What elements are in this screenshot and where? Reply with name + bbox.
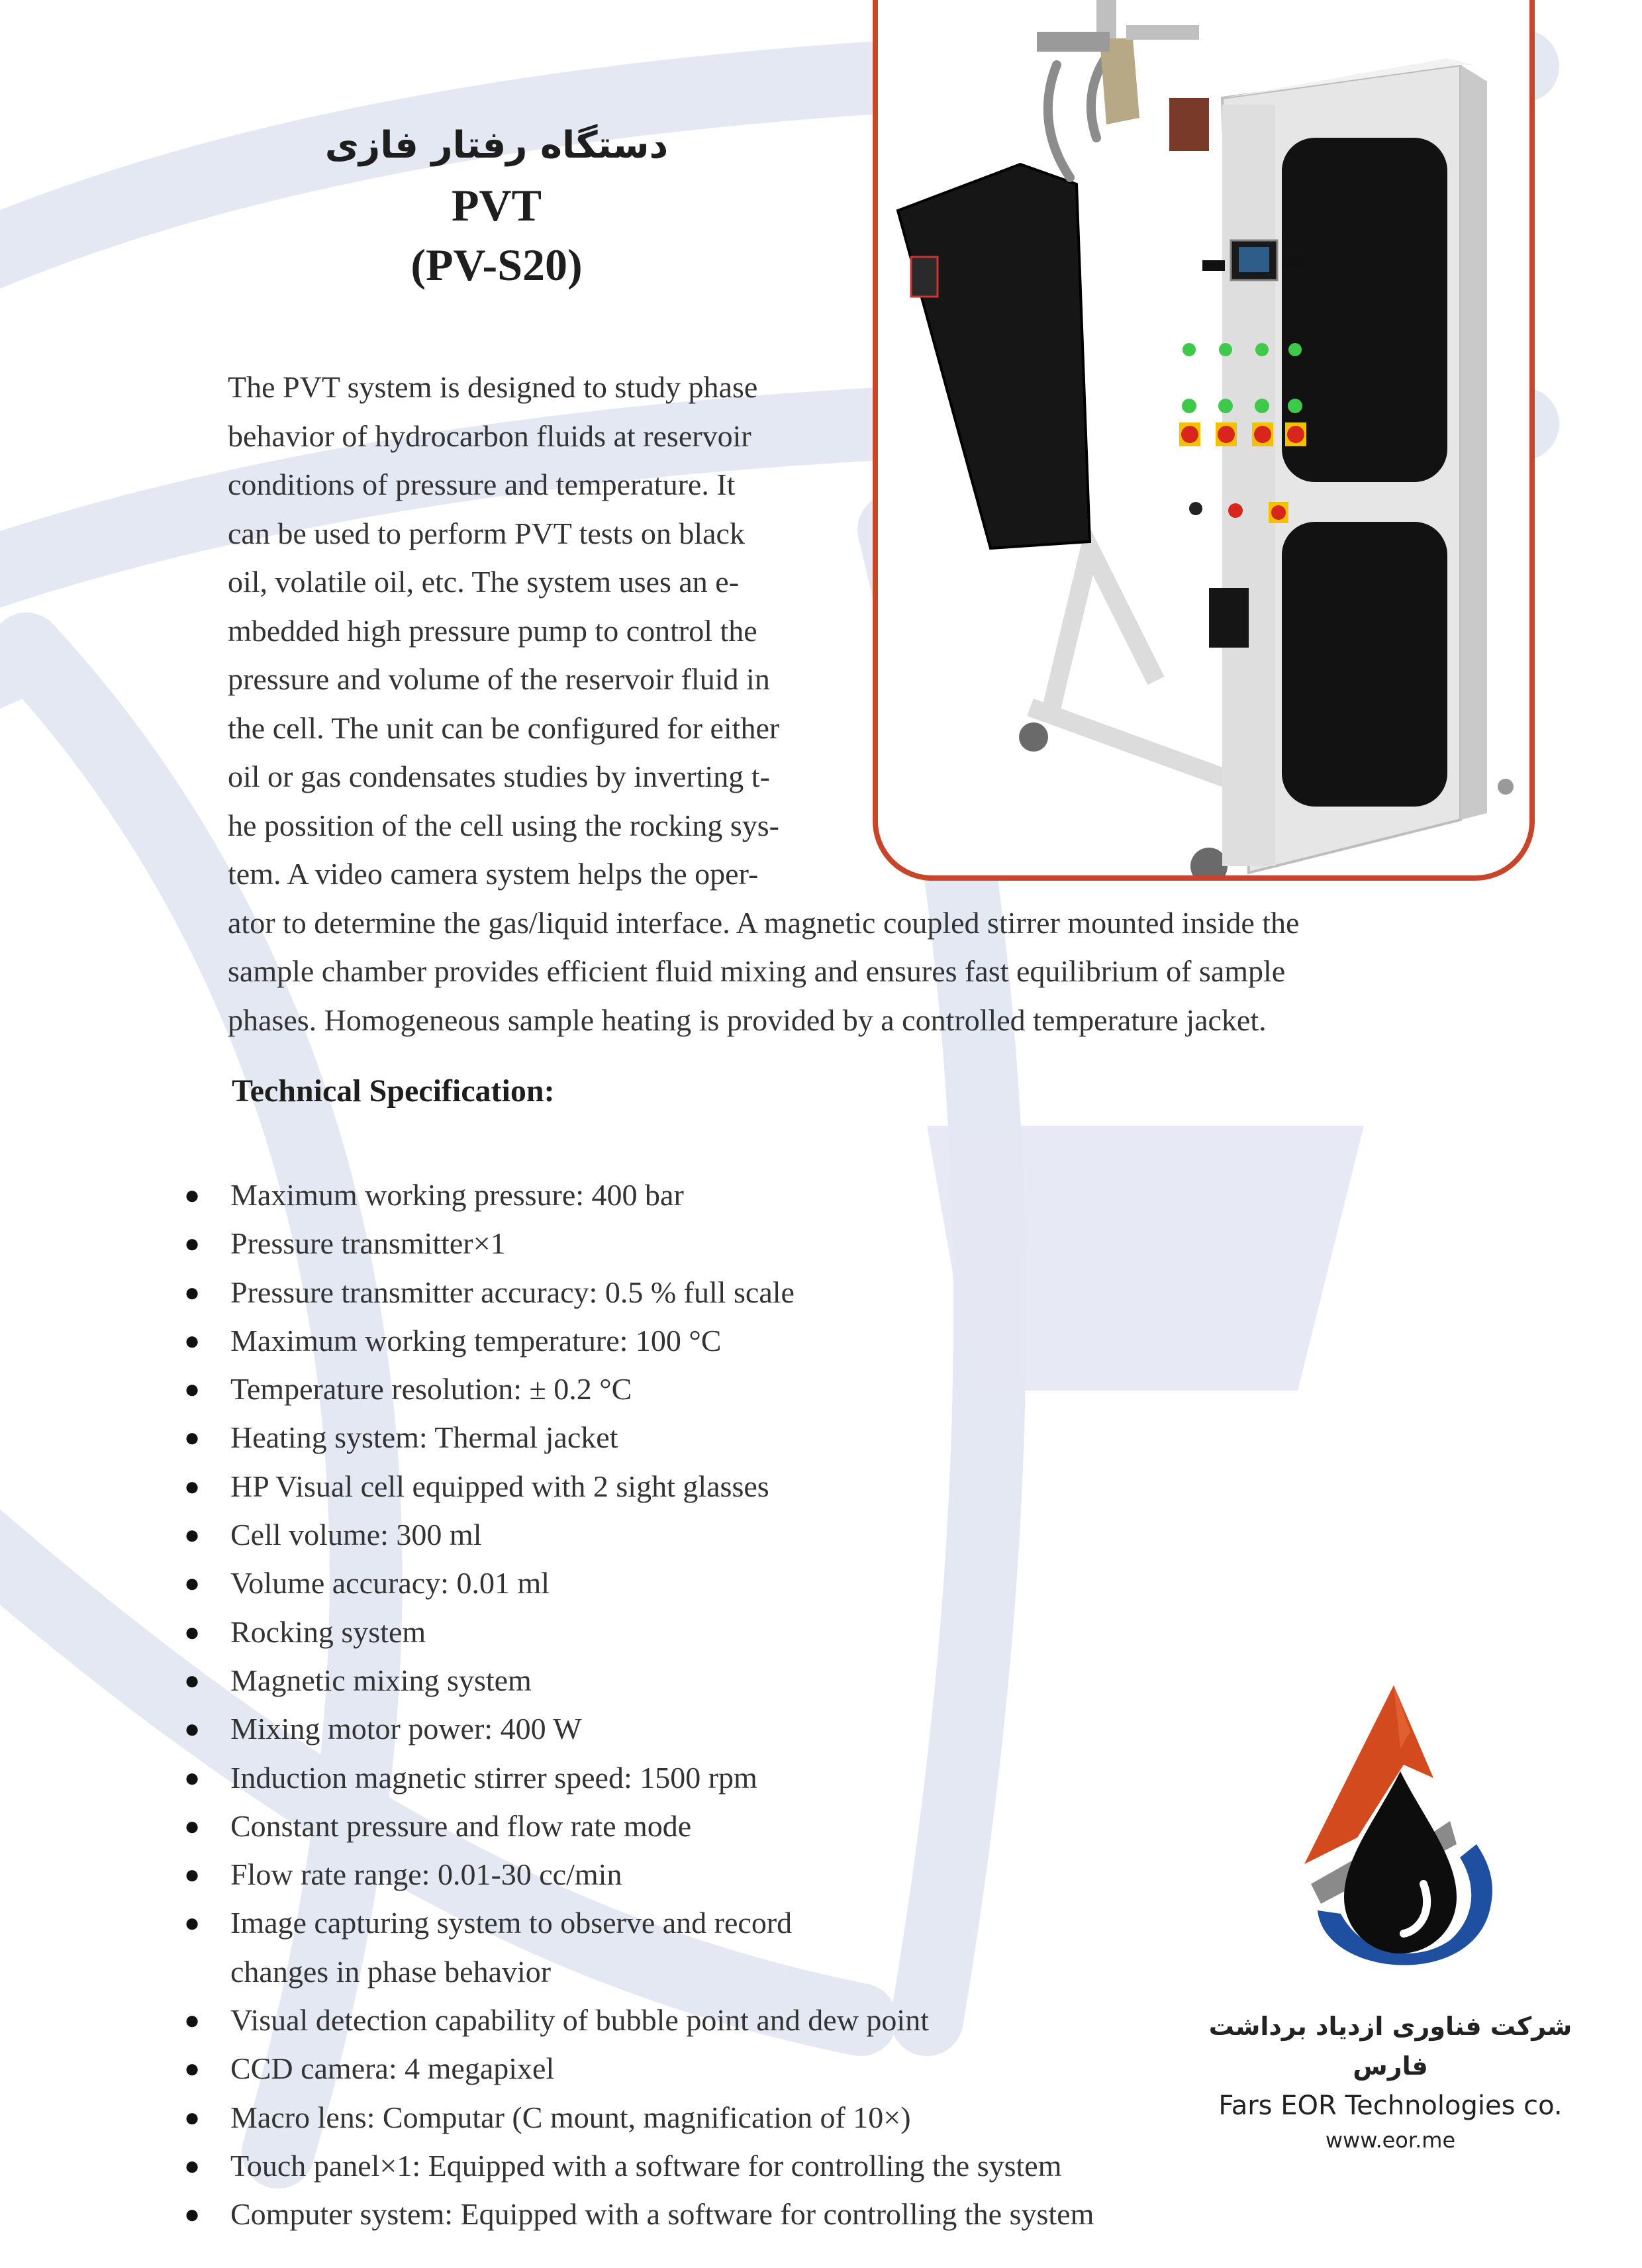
spec-text: Maximum working temperature: 100 °C <box>230 1323 722 1357</box>
spec-text: Pressure transmitter accuracy: 0.5 % full scale <box>230 1275 795 1309</box>
bullet-icon: ● <box>184 1810 201 1841</box>
bullet-icon: ● <box>184 2053 201 2084</box>
spec-item <box>179 1171 1304 1219</box>
description-line: The PVT system is designed to study phase <box>228 370 758 404</box>
description-line: the cell. The unit can be configured for either <box>228 711 780 745</box>
description-line: conditions of pressure and temperature. It <box>228 468 736 501</box>
spec-text: Rocking system <box>230 1614 426 1649</box>
bullet-icon: ● <box>184 1665 201 1695</box>
spec-text: Induction magnetic stirrer speed: 1500 rpm <box>230 1760 757 1795</box>
spec-item <box>179 1704 1304 1753</box>
bullet-icon: ● <box>184 1277 201 1307</box>
description-line: can be used to perform PVT tests on black <box>228 516 745 550</box>
spec-text: Computer system: Equipped with a software for controlling the system <box>230 2197 1094 2232</box>
spec-item <box>179 1268 1304 1316</box>
spec-text: HP Visual cell equipped with 2 sight glasses <box>230 1469 769 1503</box>
description-line: tem. A video camera system helps the oper- <box>228 857 759 891</box>
spec-text: CCD camera: 4 megapixel <box>230 2051 555 2086</box>
description-line: oil, volatile oil, etc. The system uses an e- <box>228 565 740 599</box>
spec-item <box>179 1656 1304 1704</box>
description-line: phases. Homogeneous sample heating is provided by a controlled temperature jacket. <box>228 1003 1267 1037</box>
bullet-icon: ● <box>184 1422 201 1453</box>
bullet-icon: ● <box>184 2102 201 2132</box>
spec-item <box>179 1850 1304 1898</box>
bullet-icon: ● <box>184 1616 201 1647</box>
spec-text-continued: changes in phase behavior <box>230 1954 552 1989</box>
spec-item <box>179 1413 1304 1461</box>
bullet-icon: ● <box>184 2005 201 2036</box>
spec-list <box>179 1171 1304 2239</box>
bullet-icon: ● <box>184 1180 201 1210</box>
spec-text: Pressure transmitter×1 <box>230 1226 506 1261</box>
spec-item <box>179 1316 1304 1365</box>
title-persian: دستگاه رفتار فازی <box>324 124 669 167</box>
spec-item <box>179 1219 1304 1267</box>
spec-text: Image capturing system to observe and record <box>230 1906 793 1940</box>
description-line: behavior of hydrocarbon fluids at reservoir <box>228 419 751 453</box>
spec-text: Temperature resolution: ± 0.2 °C <box>230 1372 632 1406</box>
spec-text: Volume accuracy: 0.01 ml <box>230 1566 550 1601</box>
description-line: sample chamber provides efficient fluid mixing and ensures fast equilibrium of sample <box>228 954 1286 988</box>
description-line: oil or gas condensates studies by inverting t- <box>228 760 770 793</box>
bullet-icon: ● <box>184 1859 201 1890</box>
title-model: PVT <box>452 180 542 230</box>
spec-item <box>179 1753 1304 1802</box>
bullet-icon: ● <box>184 1471 201 1501</box>
bullet-icon: ● <box>184 2150 201 2181</box>
description-paragraph <box>228 363 1525 1044</box>
spec-text: Heating system: Thermal jacket <box>230 1420 618 1455</box>
spec-item <box>179 2190 1304 2238</box>
description-line: he possition of the cell using the rocking sys- <box>228 808 779 842</box>
spec-text: Constant pressure and flow rate mode <box>230 1808 692 1843</box>
bullet-icon: ● <box>184 1762 201 1793</box>
description-line: mbedded high pressure pump to control the <box>228 613 757 648</box>
spec-item <box>179 2093 1304 2142</box>
spec-item <box>179 1559 1304 1607</box>
spec-text: Magnetic mixing system <box>230 1663 532 1697</box>
spec-item <box>179 1462 1304 1510</box>
spec-text: Cell volume: 300 ml <box>230 1518 482 1552</box>
spec-item <box>179 2044 1304 2093</box>
title-code: (PV-S20) <box>410 240 583 290</box>
spec-item <box>179 2142 1304 2190</box>
bullet-icon: ● <box>184 1325 201 1356</box>
description-line: pressure and volume of the reservoir fluid in <box>228 662 770 696</box>
spec-text: Mixing motor power: 400 W <box>230 1712 582 1746</box>
bullet-icon: ● <box>184 1908 201 1938</box>
bullet-icon: ● <box>184 1520 201 1550</box>
spec-text: Maximum working pressure: 400 bar <box>230 1178 684 1212</box>
bullet-icon: ● <box>184 1568 201 1599</box>
spec-item <box>179 1608 1304 1656</box>
company-website: www.eor.me <box>1325 2128 1456 2153</box>
spec-item <box>179 1996 1304 2044</box>
bullet-icon: ● <box>184 1374 201 1405</box>
bullet-icon: ● <box>184 1228 201 1259</box>
spec-item <box>179 1802 1304 1850</box>
spec-text: Flow rate range: 0.01-30 cc/min <box>230 1857 622 1892</box>
spec-text: Visual detection capability of bubble point and dew point <box>230 2003 929 2038</box>
company-name-persian: شرکت فناوری ازدیاد برداشت فارس <box>1208 2012 1572 2081</box>
spec-item <box>179 1510 1304 1559</box>
bullet-icon: ● <box>184 2199 201 2230</box>
company-logo <box>1291 1685 1510 1990</box>
spec-heading: Technical Specification: <box>232 1073 555 1109</box>
spec-text: Touch panel×1: Equipped with a software for controlling the system <box>230 2148 1062 2183</box>
bullet-icon: ● <box>184 1714 201 1744</box>
company-name-english: Fars EOR Technologies co. <box>1218 2091 1563 2121</box>
spec-item <box>179 1898 1304 1996</box>
title-block <box>252 116 742 295</box>
company-info <box>1185 2006 1596 2155</box>
spec-text: Macro lens: Computar (C mount, magnification of 10×) <box>230 2100 911 2134</box>
spec-item <box>179 1365 1304 1413</box>
description-line: ator to determine the gas/liquid interface. A magnetic coupled stirrer mounted inside the <box>228 905 1300 940</box>
